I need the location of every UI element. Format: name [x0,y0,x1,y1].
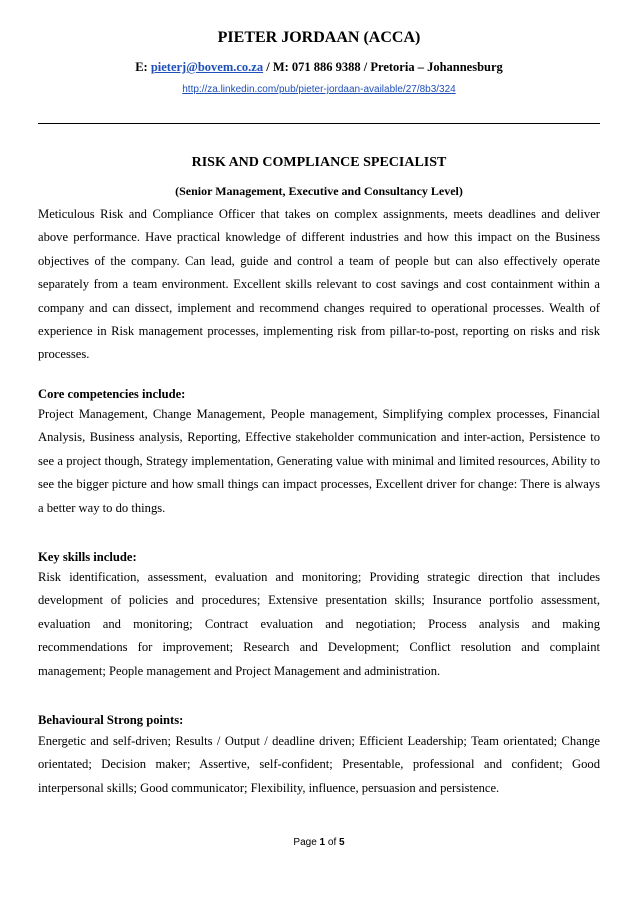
page-word: Page [293,837,320,848]
behavioural-text: Energetic and self-driven; Results / Output / deadline driven; Efficient Leadership; Team orientated; Change orientated; Decision maker; Assertive, self-confident; Presentable, professional and confident; Good interpersonal skills; Good communicator; Flexibility, influence, persuasion and persistence. [38,734,600,795]
page-current: 1 [319,837,326,848]
candidate-name: PIETER JORDAAN (ACCA) [217,29,421,46]
behavioural-heading: Behavioural Strong points: [38,713,184,727]
key-skills-text: Risk identification, assessment, evaluation and monitoring; Providing strategic direction that includes development of policies and procedures; Extensive presentation skills; Insurance portfolio assessment, evaluation and monitoring; Contract evaluation and negotiation; Process analysis and making recommendations for improvement; Research and Development; Conflict resolution and complaint management; People management and Project Management and administration. [38,570,600,678]
role-title: RISK AND COMPLIANCE SPECIALIST [191,155,447,170]
email-label: E: [135,60,151,74]
linkedin-link[interactable]: http://za.linkedin.com/pub/pieter-jordaan-available/27/8b3/324 [182,84,456,95]
key-skills-heading: Key skills include: [38,550,137,564]
core-competencies-text: Project Management, Change Management, People management, Simplifying complex processes, Financial Analysis, Business analysis, Reporting, Effective stakeholder communication and inter-action, Persistence to see a project though, Strategy implementation, Generating value with minimal and limited resources, Ability to see the bigger picture and how small things can impact processes, Excellent driver for change: There is always a better way to do things. [38,407,600,515]
role-subtitle: (Senior Management, Executive and Consultancy Level) [175,184,463,198]
core-competencies-heading: Core competencies include: [38,387,186,401]
contact-line [0,60,638,75]
email-link[interactable]: pieterj@bovem.co.za [150,60,264,74]
of-word: of [325,837,340,848]
page-footer [0,837,638,848]
summary-paragraph: Meticulous Risk and Compliance Officer that takes on complex assignments, meets deadlines and deliver above performance. Have practical knowledge of different industries and how this impact on the Business objectives of the company. Can lead, guide and control a team of people but can also effectively operate separately from a team environment. Excellent skills relevant to cost savings and cost containment within a company and can dissect, implement and recommend changes required to operational processes. Wealth of experience in Risk management processes, implementing risk from pillar-to-post, reporting on risks and risk processes. [38,207,600,362]
contact-details: / M: 071 886 9388 / Pretoria – Johannesburg [263,60,503,74]
page-total: 5 [339,837,345,848]
header-divider [38,123,600,124]
